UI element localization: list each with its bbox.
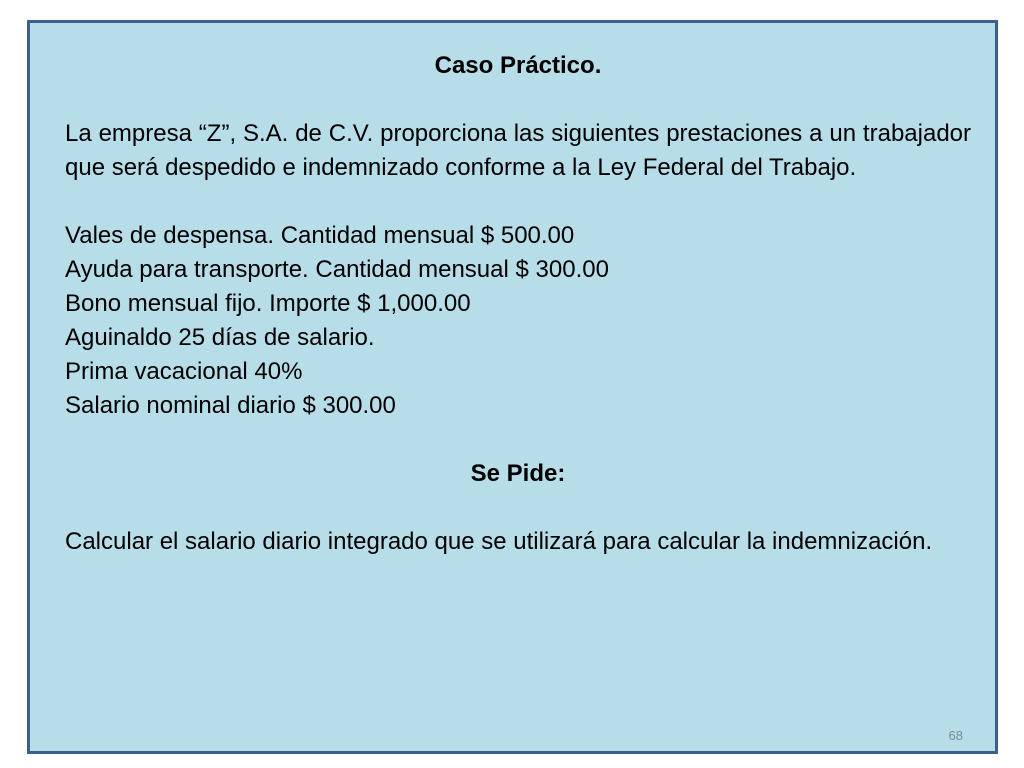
spacer xyxy=(65,423,971,457)
slide-content xyxy=(65,49,971,559)
intro-paragraph: La empresa “Z”, S.A. de C.V. proporciona las siguientes prestaciones a un trabajador que será despedido e indemnizado conforme a la Ley Federal del Trabajo. xyxy=(65,120,971,181)
section-subtitle: Se Pide: xyxy=(470,460,566,487)
benefit-item-bono: Bono mensual fijo. Importe $ 1,000.00 xyxy=(65,290,471,317)
task-paragraph: Calcular el salario diario integrado que se utilizará para calcular la indemnización. xyxy=(65,528,933,555)
benefit-item-transporte: Ayuda para transporte. Cantidad mensual $ 300.00 xyxy=(65,256,609,283)
page-number: 68 xyxy=(948,728,963,743)
benefit-item-salario: Salario nominal diario $ 300.00 xyxy=(65,392,396,419)
benefits-list xyxy=(65,219,971,423)
benefit-item-aguinaldo: Aguinaldo 25 días de salario. xyxy=(65,324,375,351)
benefit-item-prima: Prima vacacional 40% xyxy=(65,358,303,385)
benefit-item-vales: Vales de despensa. Cantidad mensual $ 500.00 xyxy=(65,222,575,249)
spacer xyxy=(65,185,971,219)
slide-title: Caso Práctico. xyxy=(434,52,602,79)
spacer xyxy=(65,83,971,117)
spacer xyxy=(65,491,971,525)
slide-frame xyxy=(27,20,998,754)
